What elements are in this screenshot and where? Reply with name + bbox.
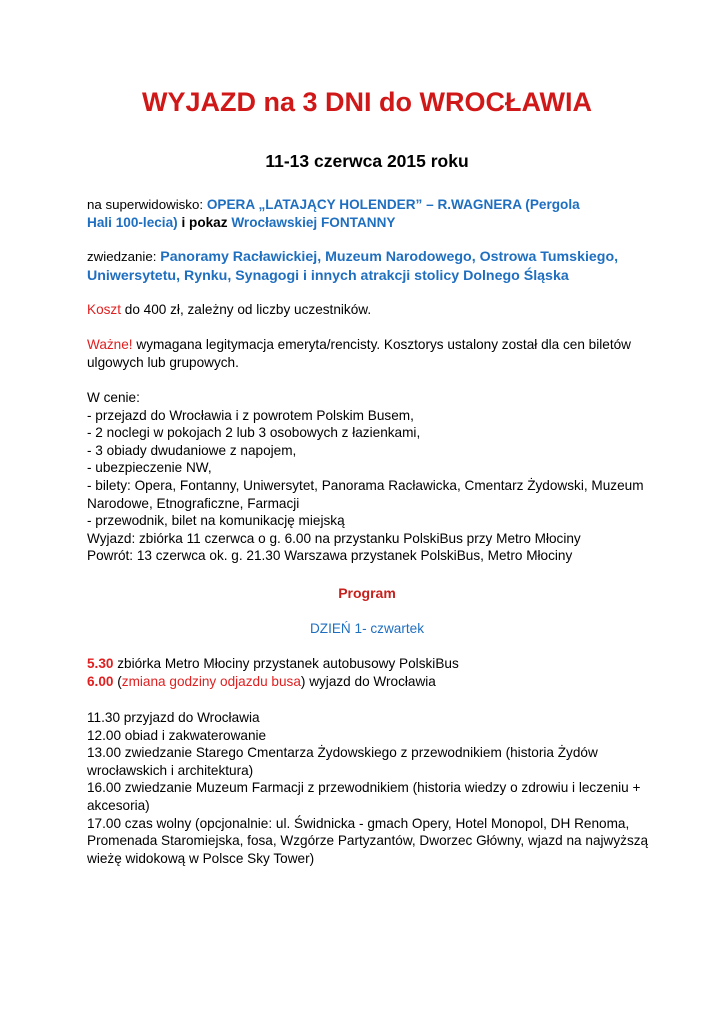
schedule-item: wieżę widokową w Polsce Sky Tower) [87,850,315,866]
list-item: - przejazd do Wrocławia i z powrotem Polskim Busem, [87,407,414,423]
list-item: Narodowe, Etnograficzne, Farmacji [87,495,300,511]
program-heading: Program [338,585,396,601]
schedule-item: 17.00 czas wolny (opcjonalnie: ul. Świdnicka - gmach Opery, Hotel Monopol, DH Renoma, [87,815,630,831]
day1-schedule [87,709,647,867]
sightseeing-line2: Uniwersytetu, Rynku, Synagogi i innych atrakcji stolicy Dolnego Śląska [87,267,569,284]
fountain-show: Wrocławskiej FONTANNY [231,214,396,230]
departure-change-note: zmiana godziny odjazdu busa [121,673,301,689]
schedule-item: 12.00 obiad i zakwaterowanie [87,727,267,743]
list-item: - 2 noclegi w pokojach 2 lub 3 osobowych z łazienkami, [87,425,421,441]
list-item: - ubezpieczenie NW, [87,460,212,476]
opera-title-line1: OPERA „LATAJĄCY HOLENDER” – R.WAGNERA (Pergola [206,197,580,212]
trip-dates: 11-13 czerwca 2015 roku [265,151,469,171]
schedule-item: 13.00 zwiedzanie Starego Cmentarza Żydowskiego z przewodnikiem (historia Żydów [87,745,598,761]
cost-label: Koszt [87,302,121,317]
price-includes-heading: W cenie: [87,390,140,405]
paren-open: ( [113,673,122,689]
important-label: Ważne! [87,337,133,352]
and-show-text: i pokaz [177,214,232,230]
day1-heading: DZIEŃ 1- czwartek [309,621,425,636]
sightseeing-line1: Panoramy Racławickiej, Muzeum Narodowego, Ostrowa Tumskiego, [160,249,619,265]
schedule-item: wrocławskich i architektura) [87,762,254,778]
time-600: 6.00 [87,673,114,689]
sightseeing-prefix: zwiedzanie: [87,249,157,264]
time-530-text: zbiórka Metro Młociny przystanek autobusowy PolskiBus [113,656,459,671]
return-info: Powrót: 13 czerwca ok. g. 21.30 Warszawa przystanek PolskiBus, Metro Młociny [87,548,573,564]
price-includes-list [87,389,647,565]
page-title: WYJAZD na 3 DNI do WROCŁAWIA [142,87,592,117]
time-530: 5.30 [87,656,114,671]
cost-paragraph [87,301,647,319]
list-item: - bilety: Opera, Fontanny, Uniwersytet, Panorama Racławicka, Cmentarz Żydowski, Muzeum [87,477,644,493]
schedule-item: Promenada Staromiejska, fosa, Wzgórze Partyzantów, Dworzec Główny, wjazd na najwyższą [87,833,649,849]
important-line1: wymagana legitymacja emeryta/rencisty. Kosztorys ustalony został dla cen biletów [132,337,631,352]
schedule-item: 11.30 przyjazd do Wrocławia [87,710,260,725]
departure-info: Wyjazd: zbiórka 11 czerwca o g. 6.00 na przystanku PolskiBus przy Metro Młociny [87,530,581,546]
sightseeing-paragraph [87,248,647,285]
cost-text: do 400 zł, zależny od liczby uczestników. [121,302,372,317]
important-line2: ulgowych lub grupowych. [87,354,239,370]
opera-title-line2: Hali 100-lecia) [87,214,178,230]
show-paragraph [87,196,647,231]
time-600-text: ) wyjazd do Wrocławia [300,673,436,689]
list-item: - przewodnik, bilet na komunikację miejską [87,513,345,529]
schedule-item: 16.00 zwiedzanie Muzeum Farmacji z przewodnikiem (historia wiedzy o zdrowiu i leczeniu + [87,780,641,796]
list-item: - 3 obiady dwudaniowe z napojem, [87,442,297,458]
schedule-item: akcesoria) [87,797,150,813]
early-schedule [87,655,647,690]
show-prefix: na superwidowisko: [87,197,204,212]
important-paragraph [87,336,647,371]
